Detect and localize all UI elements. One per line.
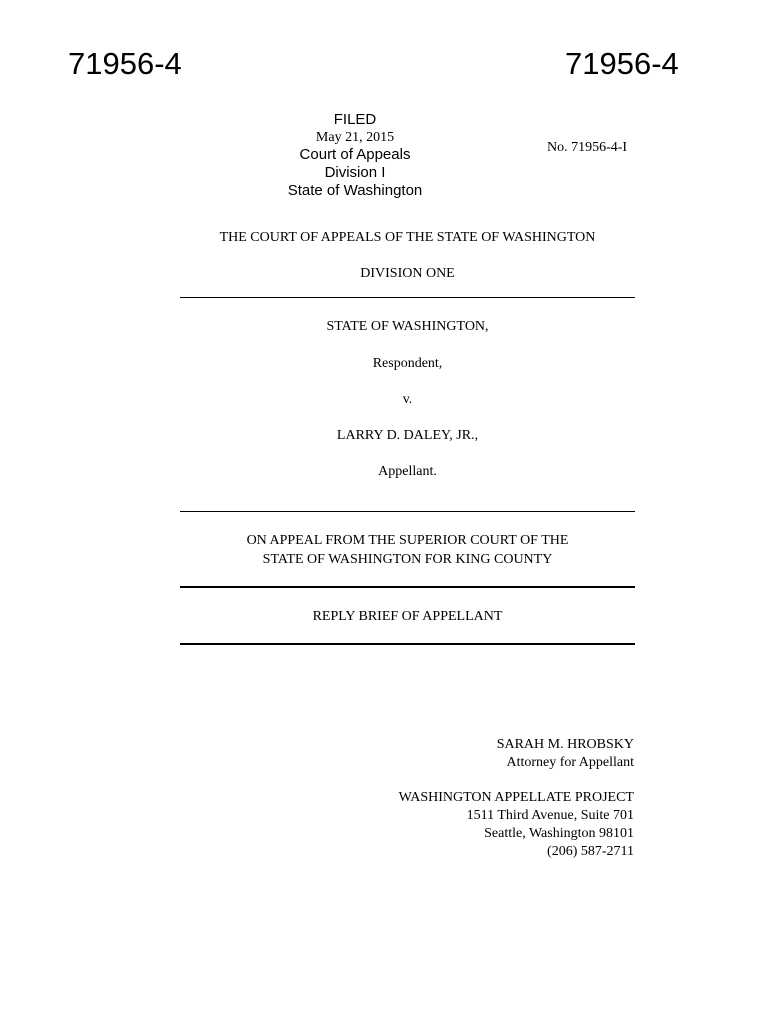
filed-division: Division I <box>324 164 386 181</box>
appellant-name: LARRY D. DALEY, JR., <box>336 428 479 443</box>
filing-stamp <box>250 110 460 200</box>
appeal-source-line2: STATE OF WASHINGTON FOR KING COUNTY <box>262 552 553 567</box>
division-title: DIVISION ONE <box>360 266 455 281</box>
filed-court: Court of Appeals <box>299 146 411 163</box>
organization-name: WASHINGTON APPELLATE PROJECT <box>398 790 634 805</box>
versus-label: v. <box>402 392 413 407</box>
divider-rule-thick <box>180 643 635 645</box>
filed-date: May 21, 2015 <box>315 130 395 145</box>
respondent-role: Respondent, <box>372 356 443 371</box>
header-case-number-left: 71956-4 <box>68 46 182 81</box>
respondent-name: STATE OF WASHINGTON, <box>326 319 489 334</box>
address-line1: 1511 Third Avenue, Suite 701 <box>466 808 634 823</box>
address-line2: Seattle, Washington 98101 <box>484 826 634 841</box>
divider-rule <box>180 297 635 298</box>
header-case-number-right: 71956-4 <box>565 46 679 81</box>
divider-rule-thick <box>180 586 635 588</box>
filed-state: State of Washington <box>287 182 423 199</box>
attorney-name: SARAH M. HROBSKY <box>496 737 634 752</box>
brief-title: REPLY BRIEF OF APPELLANT <box>312 609 503 624</box>
appellant-role: Appellant. <box>378 464 437 479</box>
phone-number: (206) 587-2711 <box>547 844 634 859</box>
attorney-role: Attorney for Appellant <box>506 755 634 770</box>
case-number: No. 71956-4-I <box>547 140 628 155</box>
filed-label: FILED <box>333 111 377 128</box>
court-title: THE COURT OF APPEALS OF THE STATE OF WASHINGTON <box>219 230 596 245</box>
appeal-source-line1: ON APPEAL FROM THE SUPERIOR COURT OF THE <box>246 533 569 548</box>
divider-rule <box>180 511 635 512</box>
